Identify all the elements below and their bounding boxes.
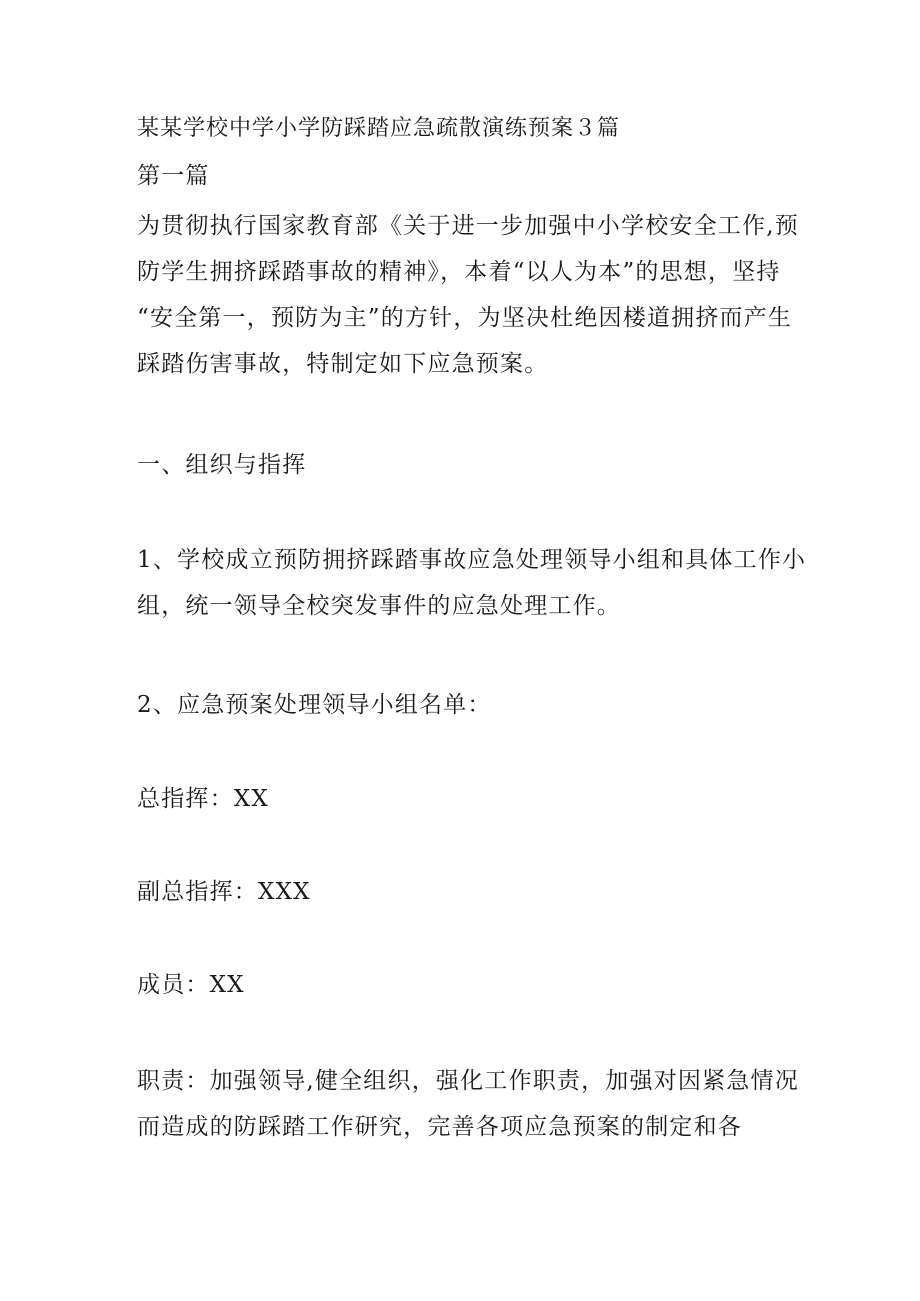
intro-line: 踩踏伤害事故，特制定如下应急预案。 <box>137 351 549 377</box>
intro-line: “安全第一，预防为主”的方针，为坚决杜绝因楼道拥挤而产生 <box>137 305 793 331</box>
section-heading: 一、组织与指挥 <box>137 452 307 478</box>
document-title: 某某学校中学小学防踩踏应急疏散演练预案３篇 <box>137 116 621 141</box>
commander-line: 总指挥：XX <box>137 786 269 812</box>
deputy-commander-line: 副总指挥：XXX <box>137 879 311 905</box>
item-2: 2、应急预案处理领导小组名单： <box>137 692 492 718</box>
duties-line: 而造成的防踩踏工作研究，完善各项应急预案的制定和各 <box>137 1114 742 1140</box>
intro-paragraph <box>137 203 799 387</box>
intro-line: 为贯彻执行国家教育部《关于进一步加强中小学校安全工作,预 <box>137 213 799 239</box>
members-line: 成员：XX <box>137 972 245 998</box>
intro-line: 防学生拥挤踩踏事故的精神》，本着“以人为本”的思想，坚持 <box>137 259 781 285</box>
item-1-line: 组，统一领导全校突发事件的应急处理工作。 <box>137 593 621 619</box>
duties-line: 职责：加强领导,健全组织，强化工作职责，加强对因紧急情况 <box>137 1068 799 1094</box>
part-heading: 第一篇 <box>137 163 210 189</box>
item-1-paragraph <box>137 537 807 629</box>
item-1-line: 1、学校成立预防拥挤踩踏事故应急处理领导小组和具体工作小 <box>137 547 807 573</box>
duties-paragraph <box>137 1058 799 1150</box>
